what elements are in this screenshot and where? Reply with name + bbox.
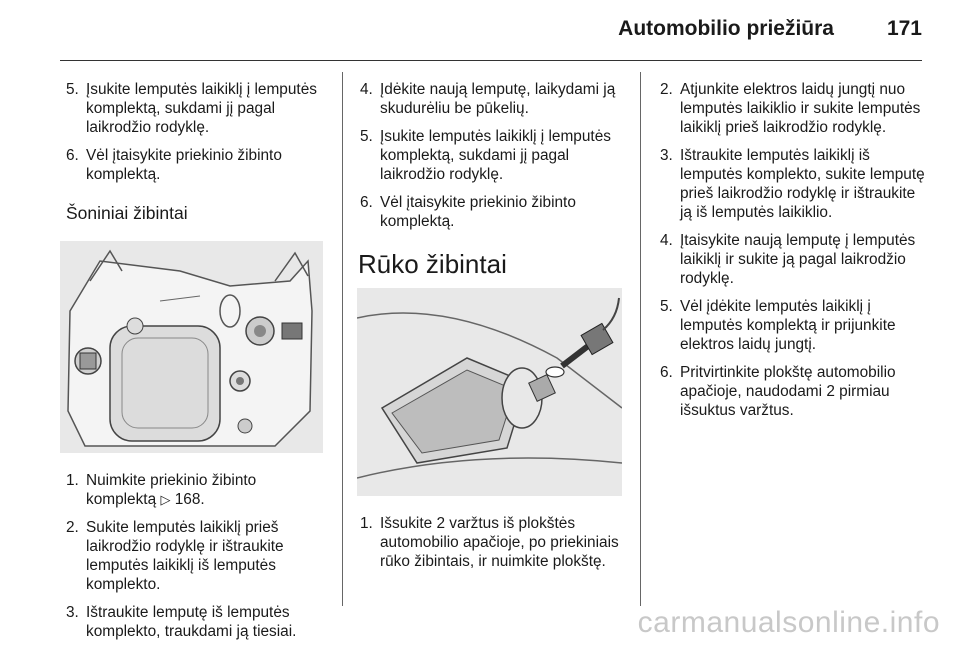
triangle-right-icon[interactable]: ▷ (160, 492, 171, 507)
watermark: carmanualsonline.info (637, 606, 940, 639)
step-list (66, 471, 328, 641)
column-3 (660, 80, 926, 429)
list-item: 1. Nuimkite priekinio žibinto komplektą ▷ 168. (66, 472, 257, 508)
column-1 (66, 80, 328, 650)
column-divider (640, 72, 641, 606)
step-list (66, 80, 328, 184)
list-item: 1. Išsukite 2 varžtus iš plokštės automobilio apačioje, po priekiniais rūko žibintais, ir nuimkite plokštę. (360, 515, 619, 570)
list-item: 2. Atjunkite elektros laidų jungtį nuo lemputės laikiklio ir sukite lemputės laikiklį prieš laikrodžio rodyklę. (660, 81, 921, 136)
column-divider (342, 72, 343, 606)
headlamp-assembly-illustration (60, 241, 323, 453)
fog-lamp-bulb-illustration (357, 288, 622, 496)
step-list (360, 514, 626, 571)
list-item: 3. Ištraukite lemputės laikiklį iš lemputės komplekto, sukite lemputę prieš laikrodžio rodyklę ir ištraukite ją iš lemputės laikiklio. (660, 147, 925, 221)
section-heading: Šoniniai žibintai (66, 203, 188, 223)
side-light-illustration (60, 241, 323, 453)
list-item: 4. Įdėkite naują lemputę, laikydami ją skudurėliu be pūkelių. (360, 81, 616, 117)
list-item: 4. Įtaisykite naują lemputę į lemputės laikiklį ir sukite ją pagal laikrodžio rodyklę. (660, 232, 916, 287)
section-heading: Rūko žibintai (358, 249, 507, 279)
list-item: 3. Ištraukite lemputę iš lemputės komplekto, traukdami ją tiesiai. (66, 604, 297, 640)
page-number: 171 (886, 17, 922, 40)
list-item: 5. Įsukite lemputės laikiklį į lemputės komplektą, sukdami jį pagal laikrodžio rodyklę. (66, 81, 317, 136)
header-title: Automobilio priežiūra (618, 17, 834, 40)
list-item: 2. Sukite lemputės laikiklį prieš laikrodžio rodyklę ir ištraukite lemputės laikiklį iš lemputės komplekto. (66, 519, 284, 593)
step-list (360, 80, 626, 231)
column-2 (360, 80, 626, 580)
list-item: 5. Vėl įdėkite lemputės laikiklį į lemputės komplektą ir prijunkite elektros laidų jungtį. (660, 298, 896, 353)
list-item: 5. Įsukite lemputės laikiklį į lemputės komplektą, sukdami jį pagal laikrodžio rodyklę. (360, 128, 611, 183)
page-header (60, 0, 922, 61)
page-reference[interactable]: 168. (174, 491, 205, 508)
fog-light-illustration (357, 288, 622, 496)
list-item: 6. Vėl įtaisykite priekinio žibinto komplektą. (360, 194, 576, 230)
step-list (660, 80, 926, 420)
list-item: 6. Vėl įtaisykite priekinio žibinto komplektą. (66, 147, 282, 183)
list-item: 6. Pritvirtinkite plokštę automobilio apačioje, naudodami 2 pirmiau išsuktus varžtus. (660, 364, 896, 419)
